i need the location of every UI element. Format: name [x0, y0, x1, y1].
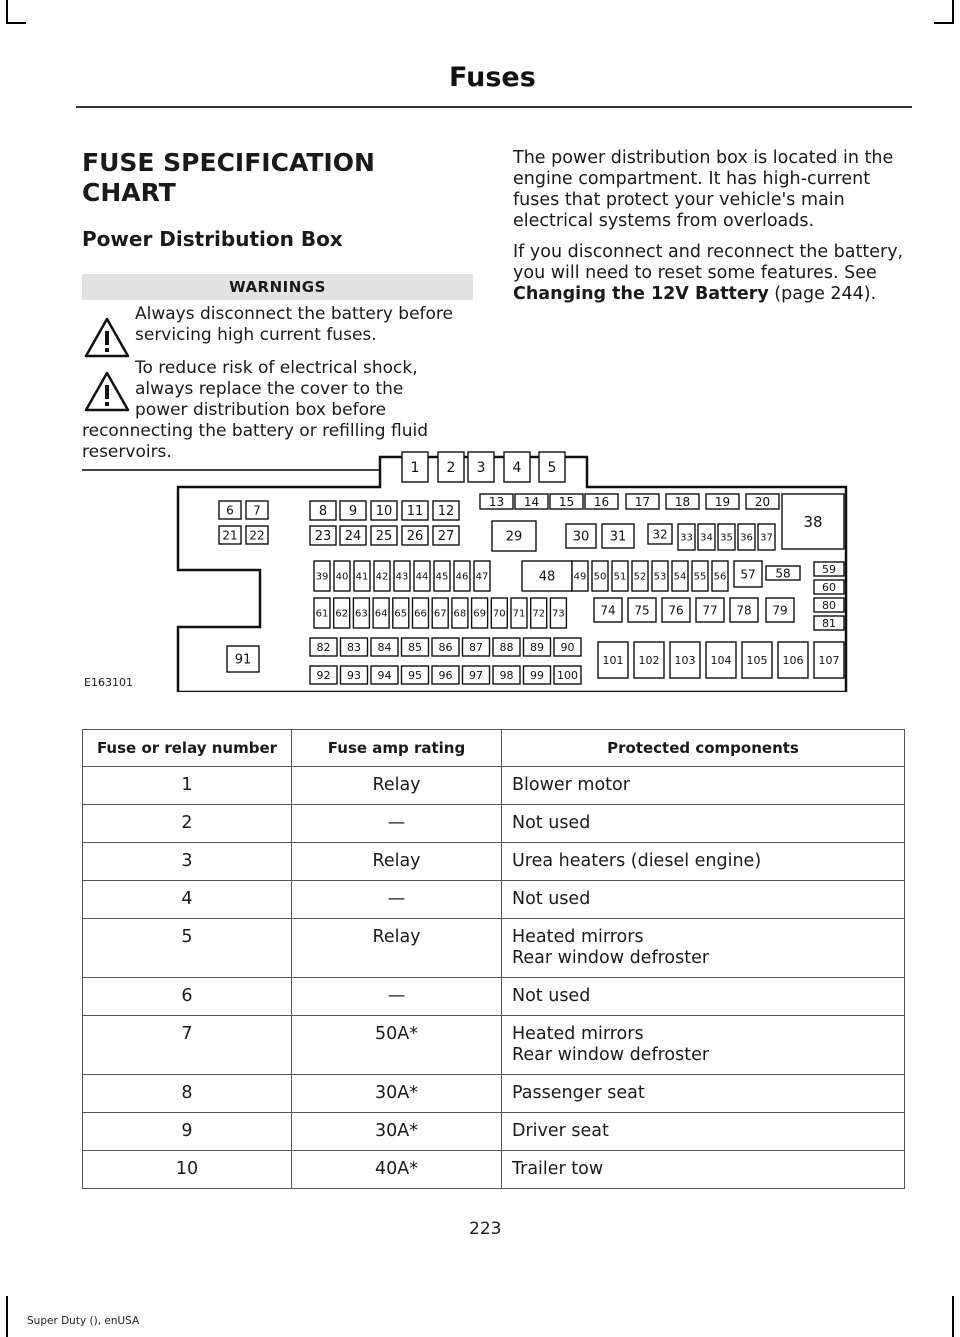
fuse-slot-label: 38	[803, 512, 823, 531]
warning-text-line: reconnecting the battery or refilling fluid	[82, 421, 429, 441]
fuse-number-cell: 9	[83, 1113, 292, 1151]
crop-mark	[952, 1296, 954, 1337]
component-line: Passenger seat	[512, 1083, 645, 1103]
page-header-title: Fuses	[449, 62, 536, 93]
amp-rating-cell: —	[292, 881, 502, 919]
intro-paragraph: The power distribution box is located in the engine compartment. It has high-current fuses that protect your vehicle's main electrical systems from overloads.	[513, 148, 894, 231]
intro-text: If you disconnect and reconnect the battery, you will need to reset some features. See	[513, 242, 904, 283]
fuse-slot-label: 98	[499, 668, 514, 682]
table-row	[83, 843, 905, 881]
fuse-slot-label: 71	[512, 608, 526, 620]
fuse-slot-label: 12	[437, 504, 455, 520]
fuse-slot-label: 95	[408, 668, 422, 682]
fuse-slot-label: 66	[414, 608, 427, 620]
fuse-slot-label: 102	[638, 653, 660, 667]
fuse-slot-label: 31	[609, 529, 627, 545]
fuse-slot-label: 14	[523, 494, 540, 509]
fuse-slot-label: 106	[782, 653, 804, 667]
fuse-slot-label: 29	[505, 529, 523, 545]
fuse-number-cell: 8	[83, 1075, 292, 1113]
fuse-table	[82, 729, 905, 1189]
fuse-slot-label: 11	[406, 504, 424, 520]
crop-mark	[6, 0, 8, 24]
fuse-slot-label: 46	[455, 571, 469, 583]
fuse-slot-label: 44	[415, 571, 429, 583]
components-cell	[502, 919, 905, 978]
fuse-slot-label: 75	[634, 603, 650, 618]
fuse-slot-label: 84	[377, 640, 392, 654]
fuse-slot-label: 77	[702, 603, 718, 618]
header-divider	[76, 106, 912, 108]
amp-rating-cell: 40A*	[292, 1151, 502, 1189]
fuse-slot-label: 55	[693, 571, 707, 583]
fuse-slot-label: 81	[822, 616, 836, 630]
fuse-slot-label: 104	[710, 653, 732, 667]
fuse-slot-label: 42	[375, 571, 389, 583]
fuse-slot-label: 16	[593, 494, 610, 509]
table-row	[83, 1113, 905, 1151]
fuse-slot-label: 27	[437, 529, 455, 545]
fuse-slot-label: 83	[347, 640, 361, 654]
amp-rating-cell: Relay	[292, 767, 502, 805]
component-line: Not used	[512, 889, 591, 909]
components-cell	[502, 978, 905, 1016]
crop-mark	[934, 22, 954, 24]
amp-rating-cell: —	[292, 978, 502, 1016]
component-line: Heated mirrors	[512, 927, 644, 947]
fuse-slot-label: 1	[410, 460, 420, 477]
fuse-slot-label: 72	[532, 608, 546, 620]
fuse-slot-label: 15	[558, 494, 575, 509]
fuse-slot-label: 43	[395, 571, 409, 583]
fuse-slot-label: 79	[772, 603, 788, 618]
components-cell	[502, 881, 905, 919]
fuse-slot-label: 51	[613, 571, 627, 583]
warning-text-line: Always disconnect the battery before	[135, 304, 454, 324]
components-cell	[502, 1151, 905, 1189]
table-row	[83, 919, 905, 978]
amp-rating-cell: 50A*	[292, 1016, 502, 1075]
fuse-slot-label: 7	[253, 503, 261, 518]
fuse-slot-label: 92	[316, 668, 331, 682]
fuse-slot-label: 56	[713, 571, 727, 583]
fuse-slot-label: 30	[572, 529, 590, 545]
fuse-slot-label: 90	[560, 640, 575, 654]
crop-mark	[6, 22, 26, 24]
fuse-slot-label: 4	[512, 460, 522, 477]
fuse-slot-label: 24	[344, 529, 362, 545]
fuse-slot-label: 37	[760, 532, 773, 544]
fuse-slot-label: 67	[433, 608, 447, 620]
fuse-slot-label: 62	[335, 608, 349, 620]
warning-triangle-icon	[84, 316, 130, 358]
fuse-slot-label: 25	[375, 529, 393, 545]
warning-text-line: power distribution box before	[135, 400, 387, 420]
figure-label: E163101	[84, 676, 133, 689]
table-header-row	[83, 730, 905, 767]
amp-rating-cell: —	[292, 805, 502, 843]
fuse-box-diagram	[82, 430, 882, 692]
component-line: Trailer tow	[512, 1159, 604, 1179]
table-row	[83, 1075, 905, 1113]
fuse-slot-label: 85	[408, 640, 422, 654]
fuse-slot-label: 26	[406, 529, 424, 545]
fuse-slot-label: 94	[377, 668, 392, 682]
fuse-slot-label: 76	[668, 603, 684, 618]
fuse-slot-label: 78	[736, 603, 752, 618]
warning-text-line: always replace the cover to the	[135, 379, 404, 399]
crop-mark	[952, 0, 954, 24]
component-line: Not used	[512, 813, 591, 833]
fuse-slot-label: 97	[469, 668, 483, 682]
components-cell	[502, 843, 905, 881]
fuse-slot-label: 47	[475, 571, 489, 583]
amp-rating-cell: 30A*	[292, 1075, 502, 1113]
fuse-slot-label: 17	[634, 494, 651, 509]
fuse-number-cell: 6	[83, 978, 292, 1016]
fuse-slot-label: 33	[680, 532, 693, 544]
fuse-slot-label: 87	[469, 640, 483, 654]
warnings-heading: WARNINGS	[82, 274, 473, 300]
fuse-slot-label: 50	[593, 571, 607, 583]
fuse-slot-label: 86	[438, 640, 453, 654]
fuse-slot-label: 54	[673, 571, 687, 583]
fuse-slot-label: 91	[234, 652, 252, 668]
fuse-slot-label: 88	[499, 640, 514, 654]
footer-text: Super Duty (), enUSA	[27, 1315, 140, 1327]
fuse-number-cell: 10	[83, 1151, 292, 1189]
fuse-slot-label: 8	[318, 504, 328, 520]
fuse-number-cell: 2	[83, 805, 292, 843]
fuse-number-cell: 4	[83, 881, 292, 919]
fuse-slot-label: 107	[818, 653, 840, 667]
fuse-slot-label: 21	[222, 528, 238, 543]
component-line: Not used	[512, 986, 591, 1006]
column-header: Protected components	[502, 730, 905, 767]
table-row	[83, 978, 905, 1016]
table-row	[83, 1016, 905, 1075]
fuse-slot-label: 57	[740, 567, 756, 582]
crop-mark	[6, 1296, 8, 1337]
section-title: FUSE SPECIFICATION CHART	[82, 148, 375, 207]
fuse-slot-label: 2	[446, 460, 456, 477]
fuse-slot-label: 39	[315, 571, 329, 583]
fuse-slot-label: 80	[822, 598, 836, 612]
fuse-slot-label: 49	[573, 571, 587, 583]
component-line: Driver seat	[512, 1121, 609, 1141]
fuse-slot-label: 32	[652, 527, 668, 542]
fuse-slot-label: 19	[714, 494, 731, 509]
fuse-slot-label: 18	[674, 494, 691, 509]
fuse-slot-label: 68	[453, 608, 467, 620]
component-line: Heated mirrors	[512, 1024, 644, 1044]
fuse-slot-label: 10	[375, 504, 393, 520]
fuse-slot-label: 73	[552, 608, 565, 620]
fuse-slot-label: 34	[700, 532, 713, 544]
column-header: Fuse or relay number	[83, 730, 292, 767]
warning-text-line: servicing high current fuses.	[135, 325, 377, 345]
sub-title: Power Distribution Box	[82, 227, 343, 251]
fuse-slot-label: 58	[775, 566, 791, 581]
components-cell	[502, 1113, 905, 1151]
fuse-number-cell: 3	[83, 843, 292, 881]
table-row	[83, 767, 905, 805]
fuse-number-cell: 1	[83, 767, 292, 805]
fuse-slot-label: 103	[674, 653, 696, 667]
fuse-slot-label: 93	[347, 668, 361, 682]
fuse-slot-label: 13	[488, 494, 505, 509]
fuse-slot-label: 69	[473, 608, 486, 620]
amp-rating-cell: Relay	[292, 843, 502, 881]
fuse-slot-label: 100	[557, 668, 578, 682]
fuse-slot-label: 3	[476, 460, 486, 477]
component-line: Blower motor	[512, 775, 630, 795]
fuse-slot-label: 35	[720, 532, 733, 544]
fuse-slot-label: 40	[335, 571, 349, 583]
cross-reference-link[interactable]: Changing the 12V Battery	[513, 284, 769, 304]
fuse-slot-label: 59	[822, 562, 836, 576]
warning-item	[82, 304, 473, 346]
fuse-slot-label: 9	[348, 504, 358, 520]
fuse-slot-label: 99	[530, 668, 544, 682]
left-column	[82, 148, 473, 471]
components-cell	[502, 1075, 905, 1113]
component-line: Urea heaters (diesel engine)	[512, 851, 762, 871]
fuse-slot-label: 96	[438, 668, 453, 682]
table-row	[83, 805, 905, 843]
fuse-slot-label: 6	[226, 503, 234, 518]
fuse-slot-label: 105	[746, 653, 768, 667]
fuse-slot-label: 65	[394, 608, 408, 620]
component-line: Rear window defroster	[512, 948, 710, 968]
fuse-slot-label: 52	[633, 571, 647, 583]
right-column	[513, 148, 908, 315]
fuse-slot-label: 70	[492, 608, 506, 620]
fuse-slot-label: 82	[316, 640, 331, 654]
fuse-slot-label: 45	[435, 571, 449, 583]
table-row	[83, 1151, 905, 1189]
column-header: Fuse amp rating	[292, 730, 502, 767]
components-cell	[502, 1016, 905, 1075]
fuse-slot-label: 89	[530, 640, 544, 654]
fuse-slot-label: 22	[249, 528, 265, 543]
fuse-number-cell: 5	[83, 919, 292, 978]
components-cell	[502, 767, 905, 805]
fuse-slot-label: 23	[314, 529, 332, 545]
warning-triangle-icon	[84, 370, 130, 412]
fuse-slot-label: 5	[547, 460, 557, 477]
table-row	[83, 881, 905, 919]
fuse-slot-label: 36	[740, 532, 753, 544]
fuse-slot-label: 74	[600, 603, 616, 618]
warning-text-line: reservoirs.	[82, 442, 172, 462]
fuse-slot-label: 53	[653, 571, 667, 583]
component-line: Rear window defroster	[512, 1045, 710, 1065]
fuse-slot-label: 48	[538, 569, 556, 585]
fuse-slot-label: 41	[355, 571, 369, 583]
intro-paragraph-2	[513, 242, 908, 305]
amp-rating-cell: 30A*	[292, 1113, 502, 1151]
fuse-slot-label: 63	[355, 608, 368, 620]
fuse-slot-label: 60	[822, 580, 836, 594]
fuse-slot-label: 61	[315, 608, 329, 620]
components-cell	[502, 805, 905, 843]
amp-rating-cell: Relay	[292, 919, 502, 978]
fuse-slot-label: 64	[374, 608, 388, 620]
fuse-number-cell: 7	[83, 1016, 292, 1075]
intro-text: (page 244).	[768, 284, 877, 304]
fuse-slot-label: 20	[754, 494, 771, 509]
fuse-slot-label: 101	[602, 653, 624, 667]
page-number: 223	[469, 1219, 502, 1239]
warning-text-line: To reduce risk of electrical shock,	[135, 358, 418, 378]
